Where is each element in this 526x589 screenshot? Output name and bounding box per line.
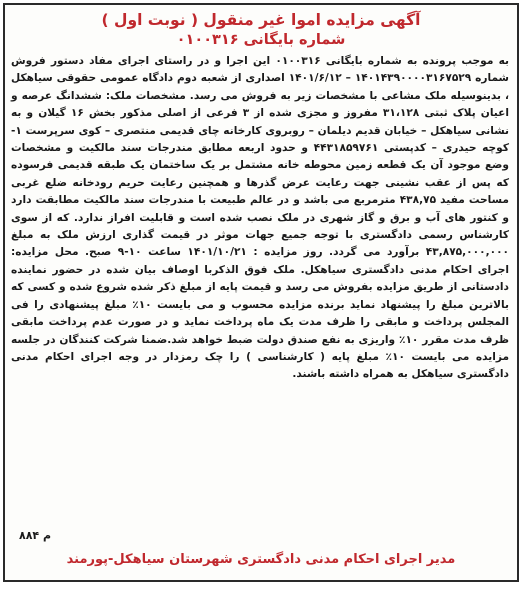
auction-notice xyxy=(3,3,519,582)
notice-body: به موجب پرونده به شماره بایگانی ۰۱۰۰۳۱۶ این اجرا و در راستای اجرای مفاد دستور فروش شماره ۱۴۰۱۴۳۹۰۰۰۰۳۱۶۷۵۲۹ – ۱۴۰۱/۶/۱۲ اصداری از شعبه دوم دادگاه عمومی حقوقی سیاهکل ، بدینوسیله ملک مشاعی با مشخصات زیر به فروش می رسد. مشخصات ملک: ششدانگ عرصه و اعیان پلاک ثبتی ۳۱،۱۲۸ مفروز و مجزی شده از ۳ فرعی از اصلی مذکور بخش ۱۶ گیلان و به نشانی سیاهکل – خیابان قدیم دیلمان – روبروی کارخانه چای قدیمی منتصری – کوی سرپرست ۱- کوچه حیدری – کدپستی ۴۴۳۱۸۵۹۷۶۱ و حدود اربعه مطابق مندرجات سند مالکیت و مشخصات وضع موجود آن یک قطعه زمین محوطه خانه مشتمل بر یک ساختمان یک طبقه قدیمی فرسوده که پس از عقب نشینی جهت رعایت عرض گذرها و همچنین رعایت حریم رودخانه ضلع غربی مساحت مفید ۴۳۸,۷۵ مترمربع می باشد و در عالم طبیعت با مندرجات سند مالکیت مطابقت دارد و کنتور های آب و برق و گاز شهری در ملک نصب شده است و قابلیت افراز ندارد. که از سوی کارشناس رسمی دادگستری با توجه جمیع جهات موثر در قیمت گذاری ارزش ملک به مبلغ ۴۳,۸۷۵,۰۰۰,۰۰۰ برآورد می گردد. روز مزایده : ۱۴۰۱/۱۰/۲۱ ساعت ۱۰-۹ صبح. محل مزایده: اجرای احکام مدنی دادگستری سیاهکل. ملک فوق الذکربا اوصاف بیان شده در حضور نماینده دادستانی از طریق مزایده بفروش می رسد و قیمت پایه از مبلغ ذکر شده شروع شده و کسی که بالاترین مبلغ را پیشنهاد نماید برنده مزایده محسوب و می بایست ۱۰٪ مبلغ پیشنهادی را فی المجلس پرداخت و مابقی را ظرف مدت یک ماه پرداخت نماید و در صورت عدم پرداخت مابقی ظرف مدت مقرر ۱۰٪ واریزی به نفع صندق دولت ضبط خواهد شد.ضمنا شرکت کنندگان در جلسه مزایده می بایست ۱۰٪ مبلغ پایه ( کارشناسی ) را چک رمزدار در وجه اجرای احکام مدنی دادگستری سیاهکل به همراه داشته باشند. xyxy=(11,55,510,381)
notice-footer-signature: مدیر اجرای احکام مدنی دادگستری شهرستان سیاهکل-پورمند xyxy=(66,552,456,567)
notice-title: آگهی مزایده اموا غیر منقول ( نوبت اول ) xyxy=(101,11,421,29)
notice-reference-number: م ۸۸۴ xyxy=(19,529,52,542)
notice-subtitle: شماره بایگانی ۰۱۰۰۳۱۶ xyxy=(176,32,346,48)
